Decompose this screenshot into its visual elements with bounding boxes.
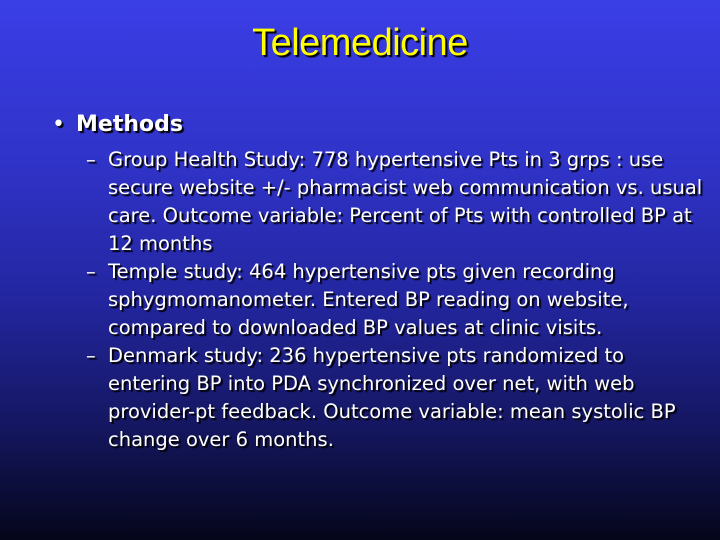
sub-bullet-list bbox=[86, 146, 706, 454]
sub-bullet-marker: – bbox=[86, 260, 96, 283]
bullet-label: Methods bbox=[76, 112, 183, 137]
sub-bullet-marker: – bbox=[86, 344, 96, 367]
sub-bullet-marker: – bbox=[86, 148, 96, 171]
sub-bullet-group-health bbox=[86, 146, 706, 258]
bullet-methods bbox=[52, 112, 183, 137]
bullet-marker: • bbox=[52, 112, 65, 137]
sub-bullet-denmark bbox=[86, 342, 706, 454]
sub-bullet-text: Group Health Study: 778 hypertensive Pts in 3 grps : use secure website +/- pharmacist web communication vs. usual care. Outcome variable: Percent of Pts with controlled BP at 12 months bbox=[108, 148, 703, 255]
sub-bullet-text: Denmark study: 236 hypertensive pts randomized to entering BP into PDA synchronized over net, with web provider-pt feedback. Outcome variable: mean systolic BP change over 6 months. bbox=[108, 344, 676, 451]
slide-title: Telemedicine bbox=[252, 22, 468, 64]
sub-bullet-text: Temple study: 464 hypertensive pts given recording sphygmomanometer. Entered BP reading on website, compared to downloaded BP values at clinic visits. bbox=[108, 260, 629, 339]
sub-bullet-temple bbox=[86, 258, 706, 342]
